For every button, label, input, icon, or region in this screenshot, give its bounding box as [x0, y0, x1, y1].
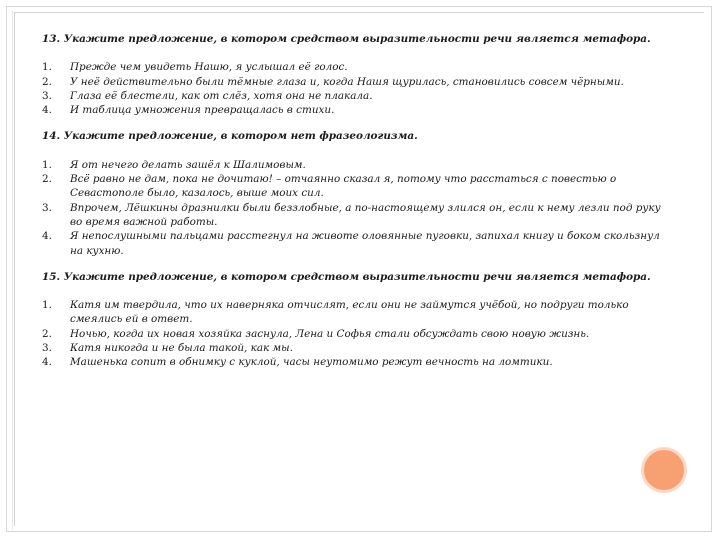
option-text: Катя им твердила, что их наверняка отчислят, если они не займутся учёбой, но подруги только смеялись ей в ответ. [70, 299, 629, 326]
option-text: Прежде чем увидеть Нашю, я услышал её голос. [70, 61, 348, 74]
question-15-option [42, 355, 662, 369]
option-number: 1. [42, 61, 52, 74]
option-text: Я от нечего делать зашёл к Шалимовым. [70, 158, 306, 171]
question-13-option [42, 103, 662, 117]
page-shadow [12, 10, 13, 530]
option-number: 1. [42, 158, 52, 171]
option-number: 3. [42, 201, 52, 214]
option-number: 2. [42, 173, 52, 186]
option-text: Всё равно не дам, пока не дочитаю! – отчаянно сказал я, потому что расстаться с повестью о Севастополе было, казалось, выше моих сил. [70, 173, 617, 200]
option-text: Машенька сопит в обнимку с куклой, часы неутомимо режут вечность на ломтики. [70, 356, 553, 369]
option-number: 1. [42, 299, 52, 312]
question-13-options [42, 60, 662, 117]
document-content [42, 32, 662, 370]
question-13-option [42, 60, 662, 74]
option-text: И таблица умножения превращалась в стихи. [70, 104, 335, 117]
question-14-option [42, 172, 662, 201]
question-14-option [42, 158, 662, 172]
option-number: 3. [42, 342, 52, 355]
option-number: 2. [42, 327, 52, 340]
question-13-option [42, 75, 662, 89]
question-13-option [42, 89, 662, 103]
option-text: Ночью, когда их новая хозяйка заснула, Лена и Софья стали обсуждать свою новую жизнь. [70, 327, 590, 340]
question-13-title: 13. Укажите предложение, в котором средством выразительности речи является метафора. [42, 33, 651, 45]
option-text: Катя никогда и не была такой, как мы. [70, 342, 293, 355]
option-text: Впрочем, Лёшкины дразнилки были беззлобные, а по-настоящему злился он, если к нему лезли под руку во время важной работы. [70, 201, 661, 228]
option-number: 4. [42, 356, 52, 369]
question-14-options [42, 158, 662, 258]
orange-circle-decoration [641, 447, 687, 493]
option-text: Глаза её блестели, как от слёз, хотя она не плакала. [70, 89, 373, 102]
question-15-options [42, 298, 662, 369]
option-number: 3. [42, 89, 52, 102]
option-number: 4. [42, 104, 52, 117]
option-text: Я непослушными пальцами расстегнул на животе оловянные пуговки, запихал книгу и боком скользнул на кухню. [70, 230, 660, 257]
question-14-title: 14. Укажите предложение, в котором нет фразеологизма. [42, 130, 418, 143]
option-number: 2. [42, 75, 52, 88]
question-14-option [42, 201, 662, 230]
question-15-option [42, 298, 662, 327]
question-15-option [42, 327, 662, 341]
question-15-title: 15. Укажите предложение, в котором средством выразительности речи является метафора. [42, 270, 651, 283]
question-14-option [42, 229, 662, 258]
question-15-option [42, 341, 662, 355]
option-number: 4. [42, 230, 52, 243]
option-text: У неё действительно были тёмные глаза и, когда Нашя щурилась, становились совсем чёрными. [70, 75, 624, 88]
